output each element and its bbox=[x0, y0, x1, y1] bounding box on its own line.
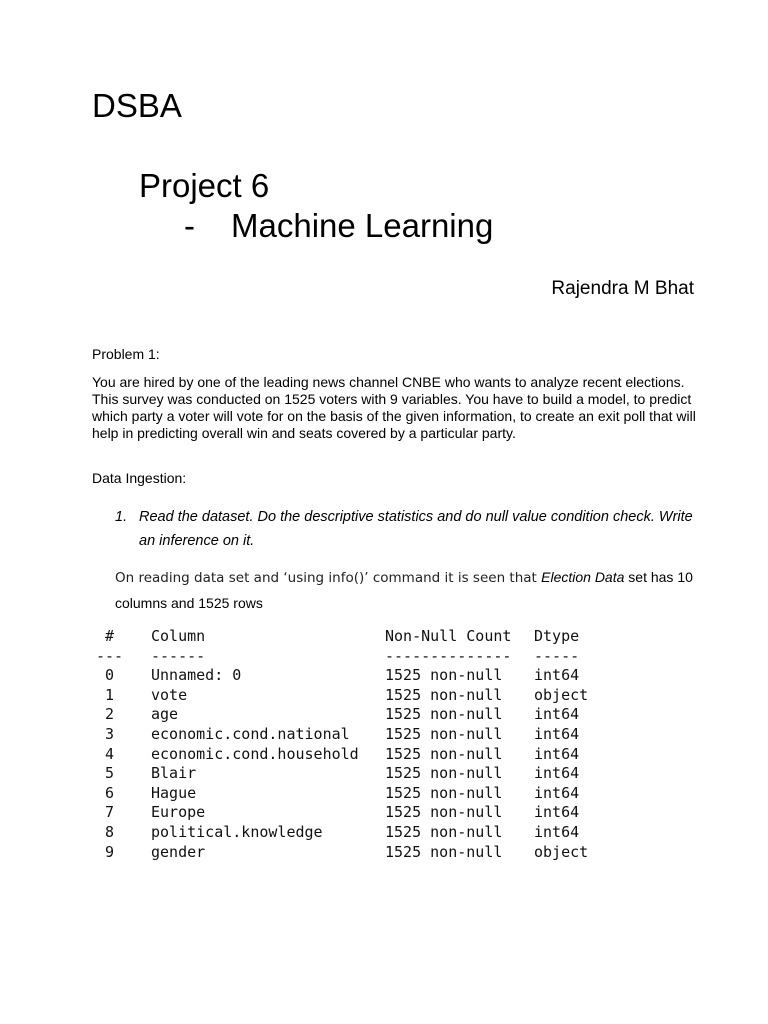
column-name: economic.cond.national bbox=[151, 724, 350, 743]
problem-description: You are hired by one of the leading news channel CNBE who wants to analyze recent elections. This survey was conducted on 1525 voters with 9 variables. You have to build a model, to predict which party a voter will vote for on the basis of the given information, to create an exit poll that will help in predicting overall win and seats covered by a particular party. bbox=[92, 374, 696, 441]
table-row bbox=[96, 725, 604, 745]
info-table bbox=[96, 627, 604, 862]
dtype: int64 bbox=[534, 822, 580, 841]
table-row bbox=[96, 764, 604, 784]
table-row bbox=[96, 686, 604, 706]
dtype: int64 bbox=[534, 764, 580, 783]
question-text: Read the dataset. Do the descriptive statistics and do null value condition check. Write an inference on it. bbox=[139, 509, 693, 549]
author-name: Rajendra M Bhat bbox=[551, 278, 694, 299]
non-null-count: 1525 non-null bbox=[385, 764, 503, 783]
column-name: age bbox=[151, 705, 179, 724]
row-index: 8 bbox=[105, 822, 115, 841]
table-header-row bbox=[96, 627, 604, 647]
column-name: Blair bbox=[151, 764, 197, 783]
row-index: 3 bbox=[105, 724, 115, 743]
column-name: Europe bbox=[151, 803, 206, 822]
dtype: int64 bbox=[534, 724, 580, 743]
table-row bbox=[96, 823, 604, 843]
subtitle-dash: - bbox=[184, 207, 195, 244]
table-separator-cell: ----- bbox=[534, 646, 580, 665]
non-null-count: 1525 non-null bbox=[385, 803, 503, 822]
table-row bbox=[96, 843, 604, 863]
problem-label: Problem 1: bbox=[92, 346, 160, 362]
column-name: economic.cond.household bbox=[151, 744, 359, 763]
column-name: political.knowledge bbox=[151, 822, 323, 841]
table-separator-row bbox=[96, 647, 604, 667]
row-index: 5 bbox=[105, 764, 115, 783]
dtype: object bbox=[534, 842, 589, 861]
project-subtitle bbox=[184, 206, 493, 246]
dtype: int64 bbox=[534, 705, 580, 724]
dtype: int64 bbox=[534, 744, 580, 763]
row-index: 4 bbox=[105, 744, 115, 763]
table-row bbox=[96, 745, 604, 765]
dtype: int64 bbox=[534, 803, 580, 822]
non-null-count: 1525 non-null bbox=[385, 724, 503, 743]
row-index: 9 bbox=[105, 842, 115, 861]
table-row bbox=[96, 666, 604, 686]
dtype: int64 bbox=[534, 666, 580, 685]
non-null-count: 1525 non-null bbox=[385, 744, 503, 763]
column-name: gender bbox=[151, 842, 206, 861]
project-title: Project 6 bbox=[139, 167, 270, 204]
section-label: Data Ingestion: bbox=[92, 470, 187, 486]
question-item bbox=[115, 505, 705, 553]
table-header-cell: # bbox=[105, 627, 115, 645]
org-title: DSBA bbox=[92, 87, 182, 124]
row-index: 1 bbox=[105, 685, 115, 704]
row-index: 6 bbox=[105, 783, 115, 802]
question-number: 1. bbox=[115, 509, 128, 525]
row-index: 2 bbox=[105, 705, 115, 724]
subtitle-text: Machine Learning bbox=[231, 207, 494, 244]
column-name: Unnamed: 0 bbox=[151, 666, 242, 685]
table-row bbox=[96, 784, 604, 804]
non-null-count: 1525 non-null bbox=[385, 685, 503, 704]
dataset-name: Election Data bbox=[541, 569, 625, 585]
dtype: object bbox=[534, 685, 589, 704]
column-name: vote bbox=[151, 685, 188, 704]
dtype: int64 bbox=[534, 783, 580, 802]
table-separator-cell: -------------- bbox=[385, 646, 512, 665]
non-null-count: 1525 non-null bbox=[385, 705, 503, 724]
non-null-count: 1525 non-null bbox=[385, 842, 503, 861]
table-separator-cell: --- bbox=[96, 646, 124, 665]
table-header-cell: Non-Null Count bbox=[385, 627, 512, 645]
row-index: 7 bbox=[105, 803, 115, 822]
non-null-count: 1525 non-null bbox=[385, 783, 503, 802]
non-null-count: 1525 non-null bbox=[385, 822, 503, 841]
table-separator-cell: ------ bbox=[151, 646, 206, 665]
table-header-cell: Column bbox=[151, 627, 206, 645]
non-null-count: 1525 non-null bbox=[385, 666, 503, 685]
observation-text bbox=[115, 565, 715, 616]
observation-tail: set has 10 columns and 1525 rows bbox=[115, 569, 693, 611]
column-name: Hague bbox=[151, 783, 197, 802]
table-header-cell: Dtype bbox=[534, 627, 580, 645]
table-row bbox=[96, 803, 604, 823]
observation-lead: On reading data set and ‘using info()’ command it is seen that bbox=[115, 570, 542, 586]
table-row bbox=[96, 705, 604, 725]
row-index: 0 bbox=[105, 666, 115, 685]
